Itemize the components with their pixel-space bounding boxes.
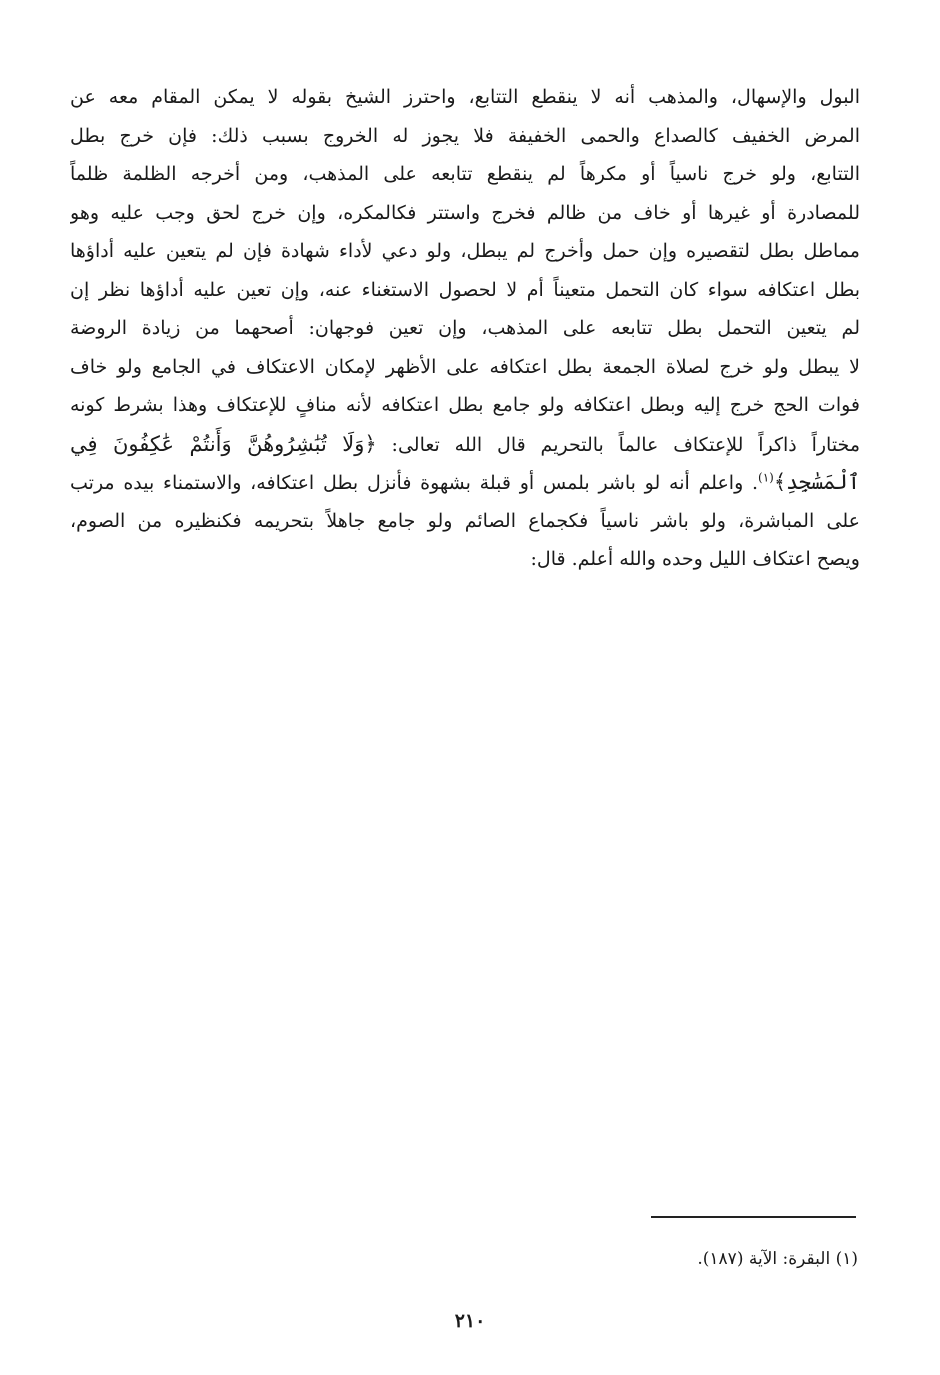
text-segment: مختاراً ذاكراً للإعتكاف عالماً بالتحريم قال الله تعالى: [376, 433, 860, 456]
text-line: للمصادرة أو غيرها أو خاف من ظالم فخرج واستتر فكالمكره، وإن خرج لحق وجب عليه وهو [70, 201, 860, 224]
footnote-reference[interactable]: (١) [758, 470, 774, 485]
text-line [70, 425, 860, 464]
text-segment: . واعلم أنه لو باشر بلمس أو قبلة بشهوة فأنزل بطل اعتكافه، والاستمناء بيده مرتب [70, 472, 759, 494]
quran-verse: ﴿وَلَا تُبَٰشِرُوهُنَّ وَأَنتُمْ عَٰكِفُونَ فِي [70, 431, 377, 456]
text-line: المرض الخفيف كالصداع والحمى الخفيفة فلا يجوز له الخروج بسبب ذلك: فإن خرج بطل [70, 124, 860, 147]
text-line: البول والإسهال، والمذهب أنه لا ينقطع التتابع، واحترز الشيخ بقوله لا يمكن المقام معه عن [70, 86, 860, 108]
text-line: ويصح اعتكاف الليل وحده والله أعلم. قال: [530, 548, 860, 570]
text-line [70, 463, 860, 502]
page-number: ٢١٠ [454, 1310, 486, 1332]
text-line: على المباشرة، ولو باشر ناسياً فكجماع الصائم ولو جامع جاهلاً بتحريمه فكنظيره من الصوم، [70, 509, 860, 532]
text-line: لا يبطل ولو خرج لصلاة الجمعة بطل اعتكافه على الأظهر لإمكان الاعتكاف في الجامع ولو خاف [70, 355, 860, 378]
main-text-block [70, 78, 860, 579]
text-line: مماطل بطل لتقصيره وإن حمل وأخرج لم يبطل، ولو دعي لأداء شهادة فإن لم يتعين عليه أداؤها [70, 240, 860, 262]
text-line: لم يتعين التحمل بطل تتابعه على المذهب، وإن تعين فوجهان: أصحهما من زيادة الروضة [70, 317, 860, 339]
text-line: التتابع، ولو خرج ناسياً أو مكرهاً لم ينقطع تتابعه على المذهب، ومن أخرجه الظلمة ظلماً [70, 163, 860, 185]
text-line: بطل اعتكافه سواء كان التحمل متعيناً أم لا لحصول الاستغناء عنه، وإن تعين عليه أداؤها نظر إن [70, 278, 860, 301]
footnote-divider [651, 1216, 856, 1218]
footnote: (١) البقرة: الآية (١٨٧). [697, 1249, 858, 1269]
text-line: فوات الحج خرج إليه وبطل اعتكافه ولو جامع بطل اعتكافه لأنه منافٍ للإعتكاف وهذا بشرط كونه [70, 394, 860, 416]
quran-verse-end: ٱلْمَسَٰجِدِ﴾ [773, 470, 860, 494]
